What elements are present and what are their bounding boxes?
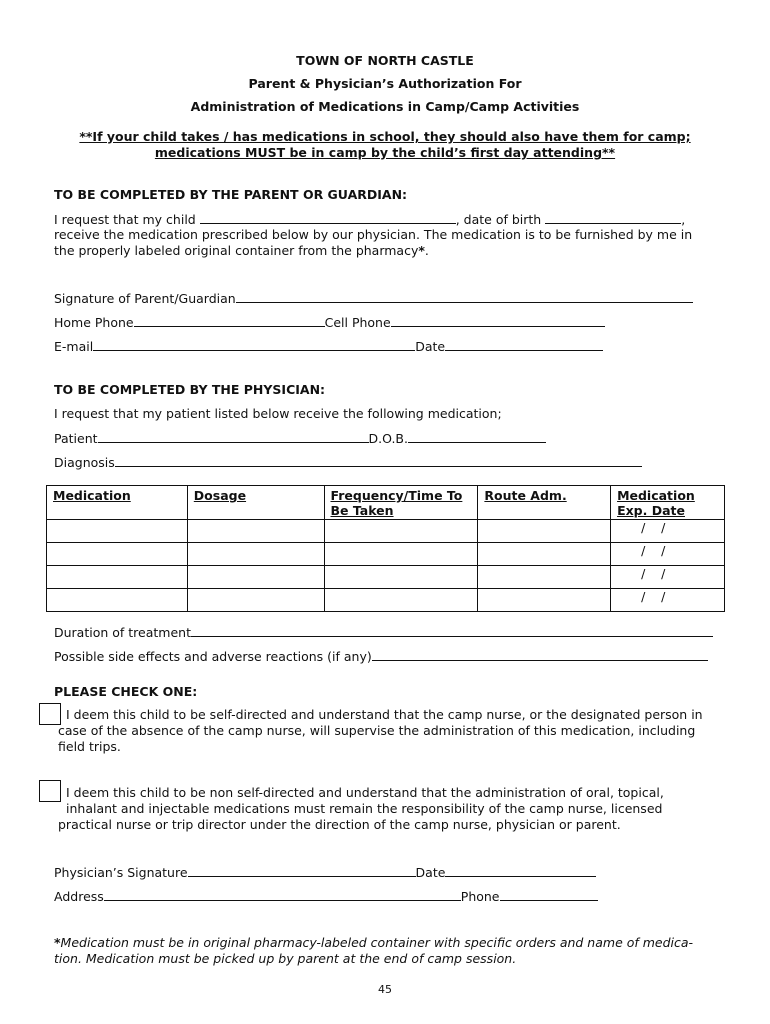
parent-date-field[interactable] xyxy=(445,338,603,351)
page-number: 45 xyxy=(378,983,392,996)
non-self-directed-line3: practical nurse or trip director under the direction of the camp nurse, physician or parent. xyxy=(58,817,621,832)
home-phone-field[interactable] xyxy=(134,314,325,327)
physician-phone-label: Phone xyxy=(460,889,500,904)
dob-label: , date of birth xyxy=(455,212,542,227)
physician-signature-field[interactable] xyxy=(188,864,416,877)
patient-field[interactable] xyxy=(98,430,369,443)
frequency-cell[interactable] xyxy=(324,520,478,543)
header-route: Route Adm. xyxy=(478,486,611,520)
patient-dob-field[interactable] xyxy=(408,430,546,443)
physician-section-heading: TO BE COMPLETED BY THE PHYSICIAN: xyxy=(54,382,326,397)
town-title: TOWN OF NORTH CASTLE xyxy=(296,53,474,68)
route-cell[interactable] xyxy=(478,566,611,589)
route-cell[interactable] xyxy=(478,520,611,543)
cell-phone-label: Cell Phone xyxy=(324,315,391,330)
form-subtitle: Administration of Medications in Camp/Camp Activities xyxy=(190,99,580,114)
asterisk-mark: * xyxy=(418,243,425,258)
parent-signature-label: Signature of Parent/Guardian xyxy=(54,291,236,306)
parent-section-heading: TO BE COMPLETED BY THE PARENT OR GUARDIAN: xyxy=(54,187,408,202)
exp-date-cell[interactable]: / / xyxy=(611,589,725,612)
parent-signature-row xyxy=(54,290,693,306)
parent-date-label: Date xyxy=(415,339,446,354)
frequency-cell[interactable] xyxy=(324,566,478,589)
route-cell[interactable] xyxy=(478,543,611,566)
physician-date-field[interactable] xyxy=(445,864,596,877)
header-dosage: Dosage xyxy=(187,486,324,520)
duration-label: Duration of treatment xyxy=(54,625,191,640)
diagnosis-label: Diagnosis xyxy=(54,455,115,470)
table-row xyxy=(47,543,725,566)
diagnosis-field[interactable] xyxy=(115,454,642,467)
child-dob-field[interactable] xyxy=(545,211,681,224)
email-field[interactable] xyxy=(93,338,415,351)
email-label: E-mail xyxy=(54,339,94,354)
physician-signature-label: Physician’s Signature xyxy=(54,865,188,880)
footnote-text1: Medication must be in original pharmacy-labeled container with specific orders and name of medica- xyxy=(60,935,694,950)
physician-request: I request that my patient listed below receive the following medication; xyxy=(54,406,502,421)
form-title: Parent & Physician’s Authorization For xyxy=(248,76,522,91)
duration-row xyxy=(54,624,713,640)
dosage-cell[interactable] xyxy=(187,543,324,566)
exp-date-cell[interactable]: / / xyxy=(611,543,725,566)
email-row xyxy=(54,338,603,354)
line3-period: . xyxy=(424,243,429,258)
footnote-asterisk: * xyxy=(54,935,61,950)
child-request-line xyxy=(54,211,685,227)
dosage-cell[interactable] xyxy=(187,589,324,612)
patient-label: Patient xyxy=(54,431,98,446)
medication-cell[interactable] xyxy=(47,566,188,589)
frequency-cell[interactable] xyxy=(324,589,478,612)
table-header-row xyxy=(47,486,725,520)
side-effects-row xyxy=(54,648,708,664)
table-row xyxy=(47,520,725,543)
camp-notice-line1: **If your child takes / has medications in school, they should also have them for camp; xyxy=(79,129,691,144)
exp-date-cell[interactable]: / / xyxy=(611,566,725,589)
medication-table xyxy=(46,485,725,612)
medication-cell[interactable] xyxy=(47,520,188,543)
child-request-label: I request that my child xyxy=(54,212,196,227)
parent-request-line2: receive the medication prescribed below by our physician. The medication is to be furnished by me in xyxy=(54,227,693,242)
camp-notice-line2: medications MUST be in camp by the child’s first day attending** xyxy=(154,145,616,160)
non-self-directed-checkbox[interactable] xyxy=(39,780,61,802)
dosage-cell[interactable] xyxy=(187,566,324,589)
dosage-cell[interactable] xyxy=(187,520,324,543)
patient-dob-label: D.O.B. xyxy=(368,431,408,446)
self-directed-checkbox[interactable] xyxy=(39,703,61,725)
table-row xyxy=(47,566,725,589)
dob-comma: , xyxy=(681,212,686,227)
side-effects-label: Possible side effects and adverse reactions (if any) xyxy=(54,649,372,664)
header-medication: Medication xyxy=(47,486,188,520)
check-one-heading: PLEASE CHECK ONE: xyxy=(54,684,198,699)
physician-phone-field[interactable] xyxy=(500,888,598,901)
frequency-cell[interactable] xyxy=(324,543,478,566)
cell-phone-field[interactable] xyxy=(391,314,605,327)
header-frequency: Frequency/Time To Be Taken xyxy=(324,486,478,520)
duration-field[interactable] xyxy=(191,624,713,637)
parent-signature-field[interactable] xyxy=(236,290,693,303)
address-field[interactable] xyxy=(104,888,461,901)
self-directed-line2: case of the absence of the camp nurse, will supervise the administration of this medication, including xyxy=(58,723,696,738)
non-self-directed-line1: I deem this child to be non self-directed and understand that the administration of oral, topical, xyxy=(66,785,664,800)
parent-request-line3 xyxy=(54,243,429,258)
table-row xyxy=(47,589,725,612)
self-directed-line1: I deem this child to be self-directed and understand that the camp nurse, or the designated person in xyxy=(66,707,703,722)
child-name-field[interactable] xyxy=(200,211,456,224)
physician-signature-row xyxy=(54,864,596,880)
medication-cell[interactable] xyxy=(47,543,188,566)
home-phone-label: Home Phone xyxy=(54,315,134,330)
route-cell[interactable] xyxy=(478,589,611,612)
diagnosis-row xyxy=(54,454,642,470)
phone-row xyxy=(54,314,605,330)
footnote-line1 xyxy=(54,935,715,951)
side-effects-field[interactable] xyxy=(372,648,708,661)
header-exp-date: Medication Exp. Date xyxy=(611,486,725,520)
exp-date-cell[interactable]: / / xyxy=(611,520,725,543)
patient-row xyxy=(54,430,546,446)
address-label: Address xyxy=(54,889,104,904)
self-directed-line3: field trips. xyxy=(58,739,121,754)
address-row xyxy=(54,888,598,904)
footnote-line2: tion. Medication must be picked up by parent at the end of camp session. xyxy=(54,951,517,966)
non-self-directed-line2: inhalant and injectable medications must remain the responsibility of the camp nurse, licensed xyxy=(66,801,663,816)
parent-request-line3-text: the properly labeled original container from the pharmacy xyxy=(54,243,419,258)
medication-cell[interactable] xyxy=(47,589,188,612)
physician-date-label: Date xyxy=(415,865,446,880)
